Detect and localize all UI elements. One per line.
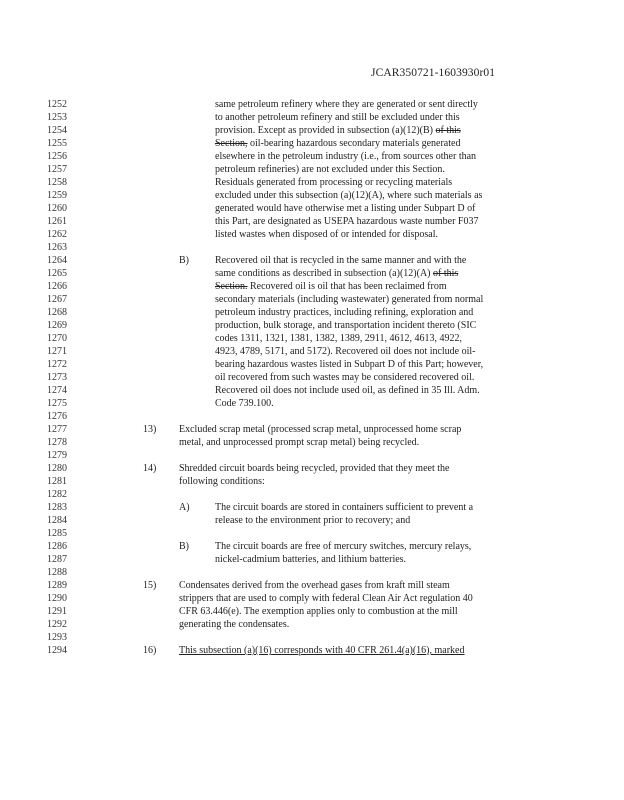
item-marker: B)	[179, 255, 189, 266]
line-number: 1288	[47, 567, 67, 578]
text-line: release to the environment prior to recovery; and	[215, 515, 411, 526]
line-number: 1285	[47, 528, 67, 539]
line-number: 1286	[47, 541, 67, 552]
struck-text: of this	[433, 268, 459, 279]
text-line: 4923, 4789, 5171, and 5172). Recovered oil does not include oil-	[215, 346, 476, 357]
text-line: this Part, are designated as USEPA hazardous waste number F037	[215, 216, 479, 227]
struck-text: Section.	[215, 281, 248, 292]
struck-text: of this	[435, 125, 461, 136]
line-number: 1284	[47, 515, 67, 526]
line-number: 1254	[47, 125, 67, 136]
line-number: 1253	[47, 112, 67, 123]
line-number: 1293	[47, 632, 67, 643]
text-line: This subsection (a)(16) corresponds with 40 CFR 261.4(a)(16), marked	[179, 645, 465, 656]
text-line: provision. Except as provided in subsection (a)(12)(B) of this	[215, 125, 461, 136]
item-marker: 16)	[143, 645, 157, 656]
text-line: Excluded scrap metal (processed scrap metal, unprocessed home scrap	[179, 424, 462, 435]
line-number: 1278	[47, 437, 67, 448]
line-number: 1277	[47, 424, 67, 435]
text-line: The circuit boards are stored in containers sufficient to prevent a	[215, 502, 474, 513]
line-number: 1257	[47, 164, 67, 175]
line-number: 1294	[47, 645, 67, 656]
text-line: Recovered oil that is recycled in the same manner and with the	[215, 255, 467, 266]
line-number: 1252	[47, 99, 67, 110]
text-line: same conditions as described in subsection (a)(12)(A) of this	[215, 268, 459, 279]
text-line: Code 739.100.	[215, 398, 274, 409]
line-number: 1274	[47, 385, 67, 396]
text-line: elsewhere in the petroleum industry (i.e., from sources other than	[215, 151, 477, 162]
text-line: Section, oil-bearing hazardous secondary materials generated	[215, 138, 461, 149]
text-line: petroleum refineries) are not excluded under this Section.	[215, 164, 445, 175]
line-number: 1275	[47, 398, 67, 409]
line-number: 1259	[47, 190, 67, 201]
text-line: secondary materials (including wastewater) generated from normal	[215, 294, 484, 305]
line-number: 1256	[47, 151, 67, 162]
text-line: following conditions:	[179, 476, 265, 487]
text-line: CFR 63.446(e). The exemption applies only to combustion at the mill	[179, 606, 458, 617]
item-marker: 15)	[143, 580, 157, 591]
line-number: 1264	[47, 255, 67, 266]
line-number: 1287	[47, 554, 67, 565]
text-line: Section. Recovered oil is oil that has been reclaimed from	[215, 281, 447, 292]
document-id: JCAR350721-1603930r01	[371, 67, 496, 79]
line-number: 1281	[47, 476, 67, 487]
text-line: oil recovered from such wastes may be considered recovered oil.	[215, 372, 475, 383]
item-marker: B)	[179, 541, 189, 552]
line-number: 1260	[47, 203, 67, 214]
line-number: 1279	[47, 450, 67, 461]
text-line: Recovered oil does not include used oil, as defined in 35 Ill. Adm.	[215, 385, 480, 396]
line-number: 1290	[47, 593, 67, 604]
text-line: production, bulk storage, and transportation incident thereto (SIC	[215, 320, 477, 331]
line-number: 1258	[47, 177, 67, 188]
text-line: excluded under this subsection (a)(12)(A), where such materials as	[215, 190, 483, 201]
line-number: 1269	[47, 320, 67, 331]
struck-text: Section,	[215, 138, 248, 149]
line-number: 1270	[47, 333, 67, 344]
line-number: 1268	[47, 307, 67, 318]
line-number: 1282	[47, 489, 67, 500]
text-line: The circuit boards are free of mercury switches, mercury relays,	[215, 541, 472, 552]
text-line: Residuals generated from processing or recycling materials	[215, 177, 453, 188]
text-line: strippers that are used to comply with federal Clean Air Act regulation 40	[179, 593, 473, 604]
item-marker: 13)	[143, 424, 157, 435]
text-line: generated would have otherwise met a listing under Subpart D of	[215, 203, 476, 214]
text-line: Shredded circuit boards being recycled, provided that they meet the	[179, 463, 450, 474]
text-line: metal, and unprocessed prompt scrap metal) being recycled.	[179, 437, 420, 448]
text-line: petroleum industry practices, including refining, exploration and	[215, 307, 474, 318]
text-line: to another petroleum refinery and still be excluded under this	[215, 112, 460, 123]
line-number: 1276	[47, 411, 67, 422]
line-number: 1273	[47, 372, 67, 383]
line-number: 1292	[47, 619, 67, 630]
text-line: generating the condensates.	[179, 619, 290, 630]
text-line: bearing hazardous wastes listed in Subpart D of this Part; however,	[215, 359, 484, 370]
line-number: 1262	[47, 229, 67, 240]
line-number: 1291	[47, 606, 67, 617]
line-number: 1280	[47, 463, 67, 474]
line-number: 1272	[47, 359, 67, 370]
line-number: 1283	[47, 502, 67, 513]
line-number: 1261	[47, 216, 67, 227]
line-number: 1263	[47, 242, 67, 253]
line-number: 1271	[47, 346, 67, 357]
line-number: 1266	[47, 281, 67, 292]
text-line: same petroleum refinery where they are generated or sent directly	[215, 99, 478, 110]
item-marker: A)	[179, 502, 190, 513]
line-number: 1255	[47, 138, 67, 149]
text-line: listed wastes when disposed of or intended for disposal.	[215, 229, 439, 240]
text-line: Condensates derived from the overhead gases from kraft mill steam	[179, 580, 450, 591]
text-line: nickel-cadmium batteries, and lithium batteries.	[215, 554, 407, 565]
line-number: 1267	[47, 294, 67, 305]
text-line: codes 1311, 1321, 1381, 1382, 1389, 2911, 4612, 4613, 4922,	[215, 333, 463, 344]
item-marker: 14)	[143, 463, 157, 474]
line-number: 1289	[47, 580, 67, 591]
line-number: 1265	[47, 268, 67, 279]
